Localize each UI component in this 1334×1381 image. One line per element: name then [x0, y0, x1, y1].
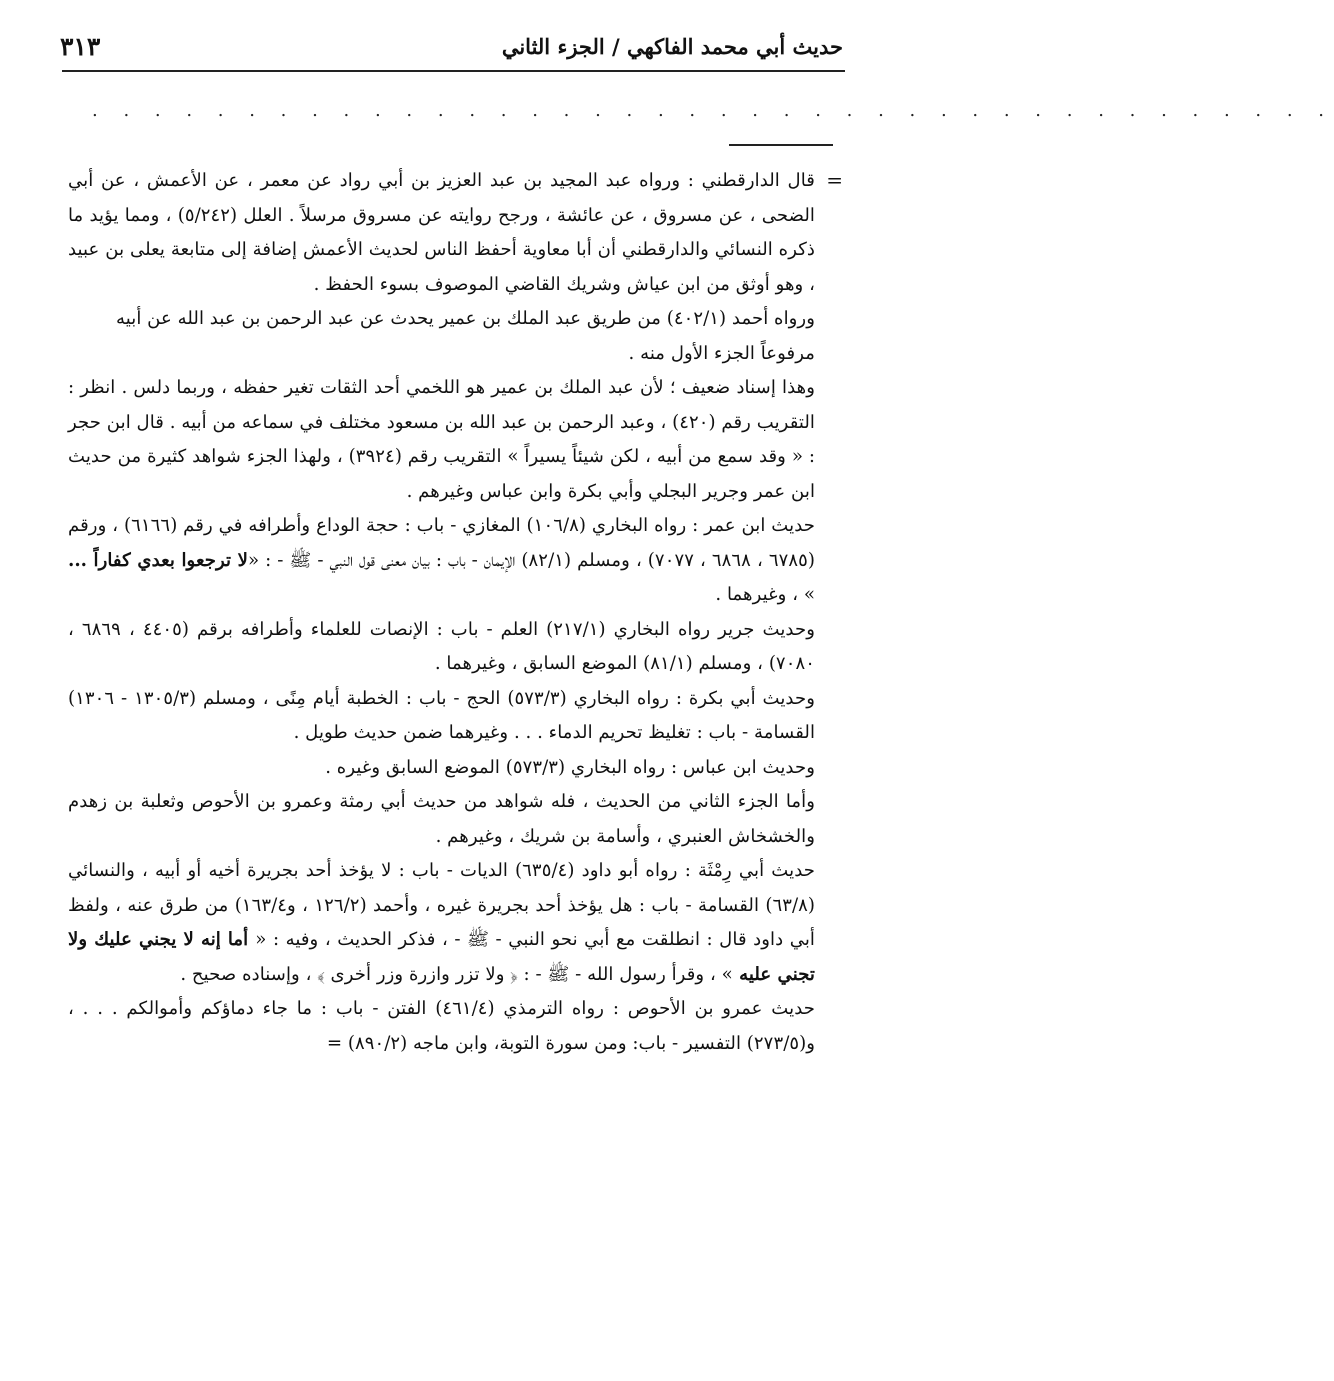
paragraph-jarir: وحديث جرير رواه البخاري (٢١٧/١) العلم - باب : الإنصات للعلماء وأطرافه برقم (٤٤٠٥ ، ٦٨٦٩ ، ٧٠٨٠) ، ومسلم (٨١/١) الموضع السابق ، وغيرهما . — [68, 618, 815, 674]
paragraph-amr-ahwas: حديث عمرو بن الأحوص : رواه الترمذي (٤٦١/٤) الفتن - باب : ما جاء دماؤكم وأموالكم . . . ، و(٢٧٣/٥) التفسير - باب: ومن سورة التوبة، وابن ماجه (٨٩٠/٢) = — [68, 998, 816, 1054]
paragraph-second-part: وأما الجزء الثاني من الحديث ، فله شواهد من حديث أبي رمثة وعمرو بن الأحوص وثعلبة بن زهدم والخشخاش العنبري ، وأسامة بن شريك ، وغيرهم . — [68, 791, 815, 847]
ibn-umar-after: » ، وغيرهما . — [715, 584, 815, 605]
paragraph-ahmad: ورواه أحمد (٤٠٢/١) من طريق عبد الملك بن عمير يحدث عن عبد الرحمن بن عبد الله عن أبيه مرفوعاً الجزء الأول منه . — [116, 308, 815, 364]
abi-rimtha-after: » ، وقرأ رسول الله - ﷺ - : ﴿ ولا تزر وازرة وزر أخرى ﴾ ، وإسناده صحيح . — [180, 963, 733, 985]
paragraph-ibn-umar — [68, 509, 815, 613]
page-number: ٣١٣ — [60, 32, 101, 61]
paragraph-ibn-abbas: وحديث ابن عباس : رواه البخاري (٥٧٣/٣) الموضع السابق وغيره . — [325, 756, 815, 778]
paragraph-abi-rimtha — [68, 854, 815, 992]
ibn-umar-quote: لا ترجعوا بعدي كفاراً ... — [68, 549, 248, 571]
running-title: حديث أبي محمد الفاكهي / الجزء الثاني — [501, 34, 843, 59]
ibn-umar-text: حديث ابن عمر : رواه البخاري (١٠٦/٨) المغازي - باب : حجة الوداع وأطرافه في رقم (٦١٦٦) ، ورقم (٦٧٨٥ ، ٦٨٦٨ ، ٧٠٧٧) ، ومسلم (٨٢/١) الإيمان - باب : بيان معنى قول النبي - ﷺ - : « — [68, 515, 816, 571]
header-rule — [62, 70, 845, 72]
paragraph-daraqutni: قال الدارقطني : ورواه عبد المجيد بن عبد العزيز بن أبي رواد عن معمر ، عن الأعمش ، عن أبي الضحى ، عن مسروق ، عن عائشة ، ورجح روايته عن مسروق مرسلاً . العلل (٥/٢٤٢) ، ومما يؤيد ما ذكره النسائي والدارقطني أن أبا معاوية أحفظ الناس لحديث الأعمش إضافة إلى متابعة يعلى بن عبيد ، وهو أوثق من ابن عياش وشريك القاضي الموصوف بسوء الحفظ . — [68, 170, 815, 295]
abi-rimtha-text: حديث أبي رِمْثَة : رواه أبو داود (٦٣٥/٤) الديات - باب : لا يؤخذ أحد بجريرة أخيه أو أبيه ، والنسائي (٦٣/٨) القسامة - باب : هل يؤخذ أحد بجريرة غيره ، وأحمد (١٢٦/٢ ، و١٦٣/٤) من طرق عنه ، ولفظ أبي داود قال : انطلقت مع أبي نحو النبي - ﷺ - ، فذكر الحديث ، وفيه : « — [68, 860, 815, 950]
paragraph-isnad-weak: وهذا إسناد ضعيف ؛ لأن عبد الملك بن عمير هو اللخمي أحد الثقات تغير حفظه ، وربما دلس . انظر : التقريب رقم (٤٢٠) ، وعبد الرحمن بن عبد الله بن مسعود مختلف في سماعه من أبيه . قال ابن حجر : « وقد سمع من أبيه ، لكن شيئاً يسيراً » التقريب رقم (٣٩٢٤) ، ولهذا الجزء شواهد كثيرة من حديث ابن عمر وجرير البجلي وأبي بكرة وابن عباس وغيرهم . — [68, 377, 815, 502]
continuation-mark: = — [826, 168, 843, 192]
footnote-text — [68, 164, 815, 1061]
paragraph-abi-bakra: وحديث أبي بكرة : رواه البخاري (٥٧٣/٣) الحج - باب : الخطبة أيام مِنًى ، ومسلم (١٣٠٥/٣ - ١٣٠٦) القسامة - باب : تغليظ تحريم الدماء . . . وغيرهما ضمن حديث طويل . — [68, 687, 815, 743]
footnote-separator — [729, 144, 833, 146]
page-header — [60, 28, 843, 72]
abi-rimtha-quote: أما إنه لا يجني عليك ولا تجني عليه — [68, 929, 815, 985]
dotted-separator: . . . . . . . . . . . . . . . . . . . . . . . . . . . . . . . . . . . . . . . . — [92, 100, 1334, 121]
